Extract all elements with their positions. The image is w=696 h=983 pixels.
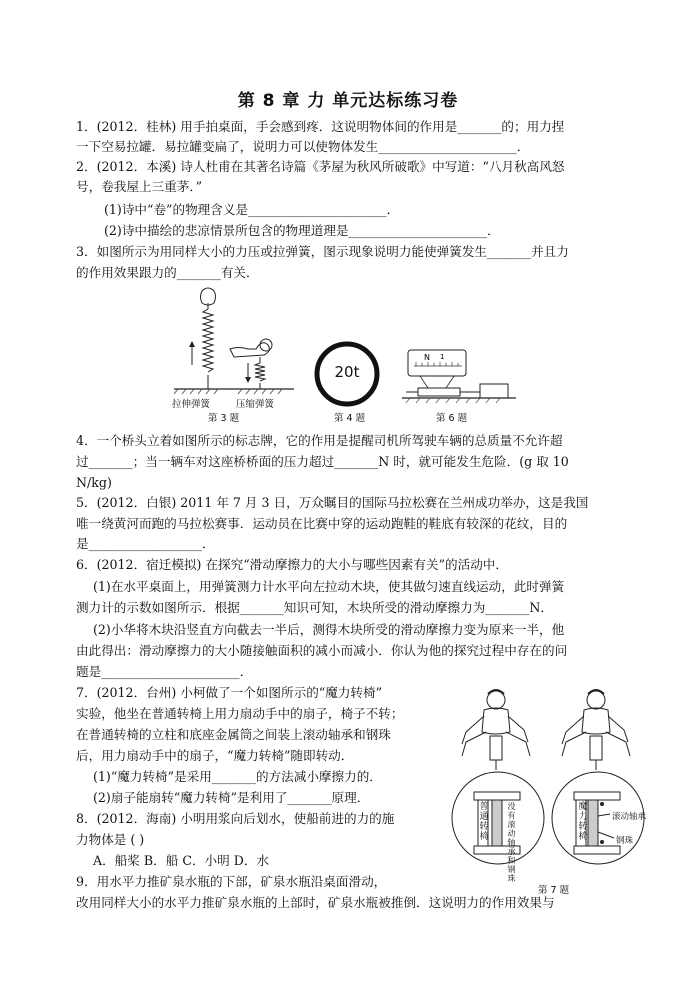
q2-line-1: 2．(2012．本溪) 诗人杜甫在其著名诗篇《茅屋为秋风所破歌》中写道：“八月秋高风怒 [76,159,565,174]
page-title: 第 8 章 力 单元达标练习卷 [237,91,459,111]
q2-sub-1: (1)诗中“卷”的物理含义是______________________． [104,202,400,217]
q7-line-1: 7．(2012．台州) 小柯做了一个如图所示的“魔力转椅” [76,685,383,700]
q6-line-1: 6．(2012．宿迁模拟) 在探究“滑动摩擦力的大小与哪些因素有关”的活动中． [76,557,508,572]
fig7-left-note: 没有滚动轴承和钢珠 [507,802,516,883]
fig7-chairs-illustration [450,680,650,880]
fig3-label-compress: 压缩弹簧 [236,399,275,410]
q7-line-3: 在普通转椅的立柱和底座金属筒之间装上滚动轴承和钢珠 [76,727,391,742]
fig4-sign-text: 20t [334,363,360,381]
q6-sub-1a: (1)在水平桌面上，用弹簧测力计水平向左拉动木块，使其做匀速直线运动，此时弹簧 [93,579,565,594]
q2-line-2: 号，卷我屋上三重茅．” [76,179,203,194]
q8-line-2: 力物体是 ( ) [76,832,145,847]
q9-line-2: 改用同样大小的水平力推矿泉水瓶的上部时，矿泉水瓶被推倒．这说明力的作用效果与 [76,895,555,910]
fig7-caption: 第 7 题 [538,885,570,896]
q5-line-3: 是__________________． [76,536,215,551]
q6-sub-2a: (2)小华将木块沿竖直方向截去一半后，测得木块所受的滑动摩擦力变为原来一半，他 [93,622,565,637]
q6-sub-2c: 题是______________________． [76,664,253,679]
q6-sub-2b: 由此得出：滑动摩擦力的大小随接触面积的减小而减小．你认为他的探究过程中存在的问 [76,643,568,658]
fig7-bearing-label: 滚动轴承 [612,812,647,822]
fig3-springs-illustration [170,285,300,405]
fig7-right-label: 魔力转椅 [578,802,588,842]
fig3-label-stretch: 拉伸弹簧 [172,399,211,410]
q4-line-1: 4．一个桥头立着如图所示的标志牌，它的作用是提醒司机所驾驶车辆的总质量不允许超 [76,433,563,448]
fig4-caption: 第 4 题 [334,413,366,424]
q5-line-2: 唯一绕黄河而跑的马拉松赛事．运动员在比赛中穿的运动跑鞋的鞋底有较深的花纹，目的 [76,516,568,531]
svg-text:N: N [424,353,430,362]
q8-line-1: 8．(2012．海南) 小明用浆向后划水，使船前进的力的施 [76,811,395,826]
fig7-left-label: 普通转椅 [479,802,489,842]
q3-line-2: 的作用效果跟力的_______有关． [76,265,259,280]
q8-options: A．船桨 B．船 C．小明 D．水 [93,853,270,868]
fig7-ball-label: 钢珠 [616,836,634,846]
q7-sub-1: (1)“魔力转椅”是采用_______的方法减小摩擦力的． [93,769,382,784]
fig6-caption: 第 6 题 [436,413,468,424]
fig6-scale-illustration [400,340,520,412]
svg-text:1: 1 [440,353,445,361]
q7-sub-2: (2)扇子能扇转“魔力转椅”是利用了_______原理． [93,790,370,805]
q2-sub-2: (2)诗中描绘的悲凉情景所包含的物理道理是______________________． [104,223,500,238]
q6-sub-1b: 测力计的示数如图所示．根据_______知识可知，木块所受的滑动摩擦力为_______N． [76,600,553,615]
q4-line-2: 过_______；当一辆车对这座桥桥面的压力超过_______N 时，就可能发生危险．(g 取 10 [76,454,569,469]
q9-line-1: 9．用水平力推矿泉水瓶的下部，矿泉水瓶沿桌面滑动， [76,874,387,889]
q7-line-4: 后，用力扇动手中的扇子，“魔力转椅”随即转动． [76,748,354,763]
q1-line-2: 一下空易拉罐．易拉罐变扁了，说明力可以使物体发生______________________． [76,139,530,154]
fig3-caption: 第 3 题 [208,413,240,424]
q3-line-1: 3．如图所示为用同样大小的力压或拉弹簧，图示现象说明力能使弹簧发生_______并且力 [76,244,569,259]
q4-line-3: N/kg) [76,475,112,490]
q7-line-2: 实验，他坐在普通转椅上用力扇动手中的扇子，椅子不转； [76,706,404,721]
q5-line-1: 5．(2012．白银) 2011 年 7 月 3 日，万众瞩目的国际马拉松赛在兰州成功举办，这是我国 [76,495,589,510]
q1-line-1: 1．(2012．桂林) 用手拍桌面，手会感到疼．这说明物体间的作用是_______的；用力捏 [76,119,565,134]
